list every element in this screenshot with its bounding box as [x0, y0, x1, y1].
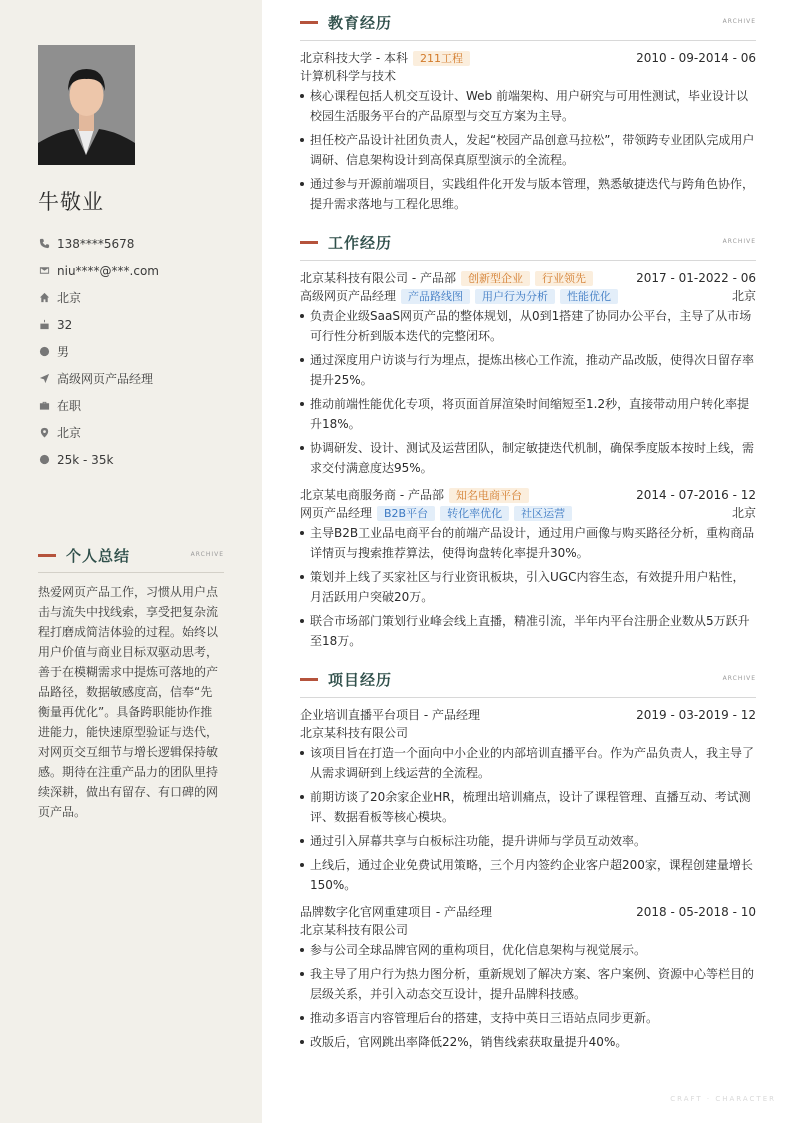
sidebar [0, 0, 262, 1123]
work-bullets [300, 306, 756, 478]
send-icon [38, 373, 50, 385]
skill-chip: 转化率优化 [440, 506, 509, 521]
entry-heading-left [300, 49, 470, 67]
skill-chip: 社区运营 [514, 506, 572, 521]
home-icon [38, 292, 50, 304]
list-item: 策划并上线了买家社区与行业资讯板块，引入UGC内容生态，有效提升用户粘性，月活跃用户突破20万。 [300, 567, 756, 607]
entry-sub-left [300, 287, 618, 305]
section-divider [300, 697, 756, 698]
list-item: 推动前端性能优化专项，将页面首屏渲染时间缩短至1.2秒，直接带动用户转化率提升18%。 [300, 394, 756, 434]
list-item: 上线后，通过企业免费试用策略，三个月内签约企业客户超200家，课程创建量增长150%。 [300, 855, 756, 895]
contact-age [38, 311, 238, 338]
tag-chip: 创新型企业 [461, 271, 530, 286]
gender-icon [38, 346, 50, 358]
summary-header [38, 545, 224, 565]
salary-icon [38, 454, 50, 466]
work-title: 工作经历 [328, 233, 393, 252]
project-entry [300, 903, 756, 1052]
entry-heading-row [300, 486, 756, 504]
section-divider [300, 40, 756, 41]
contact-location [38, 419, 238, 446]
work-role: 网页产品经理 [300, 506, 373, 520]
project-bullets [300, 743, 756, 895]
contact-list [38, 230, 238, 473]
tag-chip: 知名电商平台 [449, 488, 529, 503]
project-entry [300, 706, 756, 895]
work-heading: 北京某科技有限公司 - 产品部 [300, 271, 456, 285]
work-location: 北京 [731, 289, 756, 303]
summary-tag: ARCHIVE [190, 551, 224, 558]
footer-watermark: CRAFT · CHARACTER [670, 1095, 776, 1103]
contact-title-text: 高级网页产品经理 [57, 372, 154, 386]
section-accent-bar [300, 241, 318, 244]
education-heading: 北京科技大学 - 本科 [300, 51, 408, 65]
tag-chip: 行业领先 [535, 271, 593, 286]
education-bullets [300, 86, 756, 214]
contact-salary [38, 446, 238, 473]
contact-home [38, 284, 238, 311]
project-date: 2019 - 03-2019 - 12 [636, 708, 756, 722]
projects-title: 项目经历 [328, 670, 393, 689]
contact-gender-text: 男 [57, 345, 70, 359]
education-section [300, 12, 756, 214]
entry-heading-row [300, 269, 756, 287]
mail-icon [38, 265, 50, 277]
education-major: 计算机科学与技术 [300, 69, 397, 83]
education-tag: ARCHIVE [722, 18, 756, 25]
list-item: 协调研发、设计、测试及运营团队，制定敏捷迭代机制，确保季度版本按时上线，需求交付满意度达95%。 [300, 438, 756, 478]
skill-chip: 用户行为分析 [475, 289, 555, 304]
contact-phone [38, 230, 238, 257]
work-location: 北京 [731, 506, 756, 520]
project-date: 2018 - 05-2018 - 10 [636, 905, 756, 919]
section-divider [300, 260, 756, 261]
entry-heading-left [300, 486, 529, 504]
work-date: 2017 - 01-2022 - 06 [636, 271, 756, 285]
list-item: 联合市场部门策划行业峰会线上直播，精准引流，半年内平台注册企业数从5万跃升至18万。 [300, 611, 756, 651]
contact-gender [38, 338, 238, 365]
work-date: 2014 - 07-2016 - 12 [636, 488, 756, 502]
projects-header [300, 669, 756, 689]
briefcase-icon [38, 400, 50, 412]
list-item: 核心课程包括人机交互设计、Web 前端架构、用户研究与可用性测试，毕业设计以校园生活服务平台的产品原型与交互方案为主导。 [300, 86, 756, 126]
project-company: 北京某科技有限公司 [300, 923, 409, 937]
summary-title: 个人总结 [66, 546, 131, 565]
project-heading: 品牌数字化官网重建项目 - 产品经理 [300, 905, 492, 919]
work-section [300, 232, 756, 651]
contact-salary-text: 25k - 35k [57, 452, 114, 467]
list-item: 主导B2B工业品电商平台的前端产品设计，通过用户画像与购买路径分析，重构商品详情页与搜索推荐算法，使得询盘转化率提升30%。 [300, 523, 756, 563]
project-bullets [300, 940, 756, 1052]
contact-email [38, 257, 238, 284]
contact-email-text: niu****@***.com [57, 263, 159, 278]
entry-heading-left [300, 269, 593, 287]
entry-heading-row [300, 903, 756, 921]
skill-chip: B2B平台 [377, 506, 435, 521]
projects-tag: ARCHIVE [722, 675, 756, 682]
work-entry [300, 269, 756, 478]
work-role: 高级网页产品经理 [300, 289, 397, 303]
contact-location-text: 北京 [57, 426, 82, 440]
location-pin-icon [38, 427, 50, 439]
skill-chip: 产品路线图 [401, 289, 470, 304]
skill-chip: 性能优化 [560, 289, 618, 304]
entry-sub-row [300, 287, 756, 305]
list-item: 参与公司全球品牌官网的重构项目，优化信息架构与视觉展示。 [300, 940, 756, 960]
summary-section [38, 545, 224, 822]
list-item: 负责企业级SaaS网页产品的整体规划，从0到1搭建了协同办公平台，主导了从市场可行性分析到版本迭代的完整闭环。 [300, 306, 756, 346]
profile-name: 牛敬业 [38, 190, 104, 214]
list-item: 通过参与开源前端项目，实践组件化开发与版本管理，熟悉敏捷迭代与跨角色协作，提升需求落地与工程化思维。 [300, 174, 756, 214]
project-company: 北京某科技有限公司 [300, 726, 409, 740]
list-item: 通过深度用户访谈与行为埋点，提炼出核心工作流，推动产品改版，使得次日留存率提升25%。 [300, 350, 756, 390]
tag-chip: 211工程 [413, 51, 470, 66]
education-header [300, 12, 756, 32]
entry-sub-row [300, 504, 756, 522]
education-entry [300, 49, 756, 214]
projects-section [300, 669, 756, 1052]
work-bullets [300, 523, 756, 651]
contact-title [38, 365, 238, 392]
contact-age-text: 32 [57, 317, 73, 332]
list-item: 通过引入屏幕共享与白板标注功能，提升讲师与学员互动效率。 [300, 831, 756, 851]
work-heading: 北京某电商服务商 - 产品部 [300, 488, 444, 502]
list-item: 我主导了用户行为热力图分析，重新规划了解决方案、客户案例、资源中心等栏目的层级关系，并引入动态交互设计，提升品牌科技感。 [300, 964, 756, 1004]
work-header [300, 232, 756, 252]
section-divider [38, 572, 224, 573]
list-item: 该项目旨在打造一个面向中小企业的内部培训直播平台。作为产品负责人，我主导了从需求调研到上线运营的全流程。 [300, 743, 756, 783]
entry-heading-row [300, 49, 756, 67]
section-accent-bar [38, 554, 56, 557]
work-tag: ARCHIVE [722, 238, 756, 245]
phone-icon [38, 238, 50, 250]
section-accent-bar [300, 21, 318, 24]
project-heading: 企业培训直播平台项目 - 产品经理 [300, 708, 480, 722]
avatar [38, 45, 135, 165]
contact-home-text: 北京 [57, 291, 82, 305]
contact-status-text: 在职 [57, 399, 82, 413]
work-entry [300, 486, 756, 651]
list-item: 改版后，官网跳出率降低22%，销售线索获取量提升40%。 [300, 1032, 756, 1052]
contact-phone-text: 138****5678 [57, 236, 135, 251]
list-item: 前期访谈了20余家企业HR，梳理出培训痛点，设计了课程管理、直播互动、考试测评、数据看板等核心模块。 [300, 787, 756, 827]
section-accent-bar [300, 678, 318, 681]
main-content [300, 12, 756, 1070]
list-item: 推动多语言内容管理后台的搭建，支持中英日三语站点同步更新。 [300, 1008, 756, 1028]
entry-heading-row [300, 706, 756, 724]
birthday-cake-icon [38, 319, 50, 331]
summary-text: 热爱网页产品工作，习惯从用户点击与流失中找线索，享受把复杂流程打磨成简洁体验的过程。始终以用户价值与商业目标双驱动思考，善于在模糊需求中提炼可落地的产品路径，数据敏感度高，信奉“先衡量再优化”。具备跨职能协作推进能力，能快速原型验证与迭代，对网页交互细节与增长逻辑保持敏感。期待在注重产品力的团队里持续深耕，做出有留存、有口碑的网页产品。 [38, 585, 219, 819]
education-title: 教育经历 [328, 13, 393, 32]
entry-sub-left [300, 504, 572, 522]
contact-status [38, 392, 238, 419]
list-item: 担任校产品设计社团负责人，发起“校园产品创意马拉松”，带领跨专业团队完成用户调研、信息架构设计到高保真原型演示的全流程。 [300, 130, 756, 170]
education-date: 2010 - 09-2014 - 06 [636, 51, 756, 65]
